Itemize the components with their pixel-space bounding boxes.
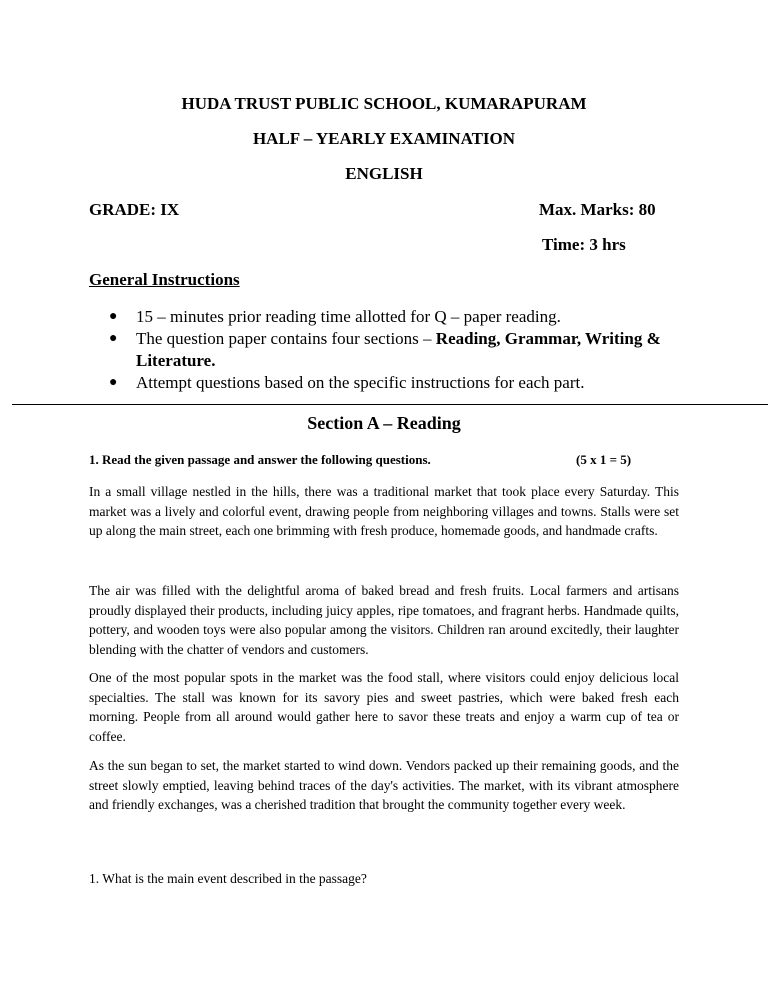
instruction-text: 15 – minutes prior reading time allotted for Q – paper reading. — [136, 307, 561, 326]
passage-paragraph: As the sun began to set, the market started to wind down. Vendors packed up their remaining goods, and the street slowly emptied, leaving behind traces of the day's activities. The market, with its vibrant atmosphere and friendly exchanges, was a cherished tradition that brought the community together every week. — [89, 758, 679, 812]
school-name: HUDA TRUST PUBLIC SCHOOL, KUMARAPURAM — [181, 94, 587, 113]
bullet-icon: ● — [109, 309, 118, 324]
question-heading: 1. Read the given passage and answer the following questions. — [89, 452, 431, 467]
bullet-icon: ● — [109, 331, 118, 346]
grade-label: GRADE: IX — [89, 200, 180, 219]
instruction-item — [109, 372, 716, 394]
general-instructions-heading: General Instructions — [89, 270, 240, 289]
instruction-item — [109, 306, 716, 328]
question-item: 1. What is the main event described in the passage? — [89, 871, 367, 886]
section-a-title: Section A – Reading — [307, 413, 461, 433]
instruction-bold-text: Reading, Grammar, Writing & Literature. — [136, 329, 661, 370]
passage-paragraph: The air was filled with the delightful aroma of baked bread and fresh fruits. Local farmers and artisans proudly displayed their products, including juicy apples, ripe tomatoes, and fragrant herbs. Handmade quilts, pottery, and wooden toys were also popular among the visitors. Children ran around excitedly, their laughter blending with the chatter of vendors and customers. — [89, 583, 679, 657]
question-marks: (5 x 1 = 5) — [576, 452, 632, 467]
section-divider — [12, 404, 768, 405]
max-marks-label: Max. Marks: 80 — [539, 200, 656, 219]
exam-title: HALF – YEARLY EXAMINATION — [252, 129, 516, 148]
instruction-text: The question paper contains four sections – — [136, 329, 436, 348]
instruction-text: Attempt questions based on the specific instructions for each part. — [136, 373, 585, 392]
subject-title: ENGLISH — [345, 164, 423, 183]
passage-paragraph: In a small village nestled in the hills, there was a traditional market that took place every Saturday. This market was a lively and colorful event, drawing people from neighboring villages and towns. Stalls were set up along the main street, each one brimming with fresh produce, homemade goods, and handmade crafts. — [89, 484, 679, 538]
time-label: Time: 3 hrs — [542, 235, 626, 254]
instruction-item — [109, 328, 716, 372]
passage-paragraph: One of the most popular spots in the market was the food stall, where visitors could enjoy delicious local specialties. The stall was known for its savory pies and sweet pastries, which were baked fresh each morning. People from all around would gather here to savor these treats and enjoy a warm cup of tea or coffee. — [89, 670, 679, 744]
bullet-icon: ● — [109, 375, 118, 390]
instructions-list — [89, 306, 716, 394]
